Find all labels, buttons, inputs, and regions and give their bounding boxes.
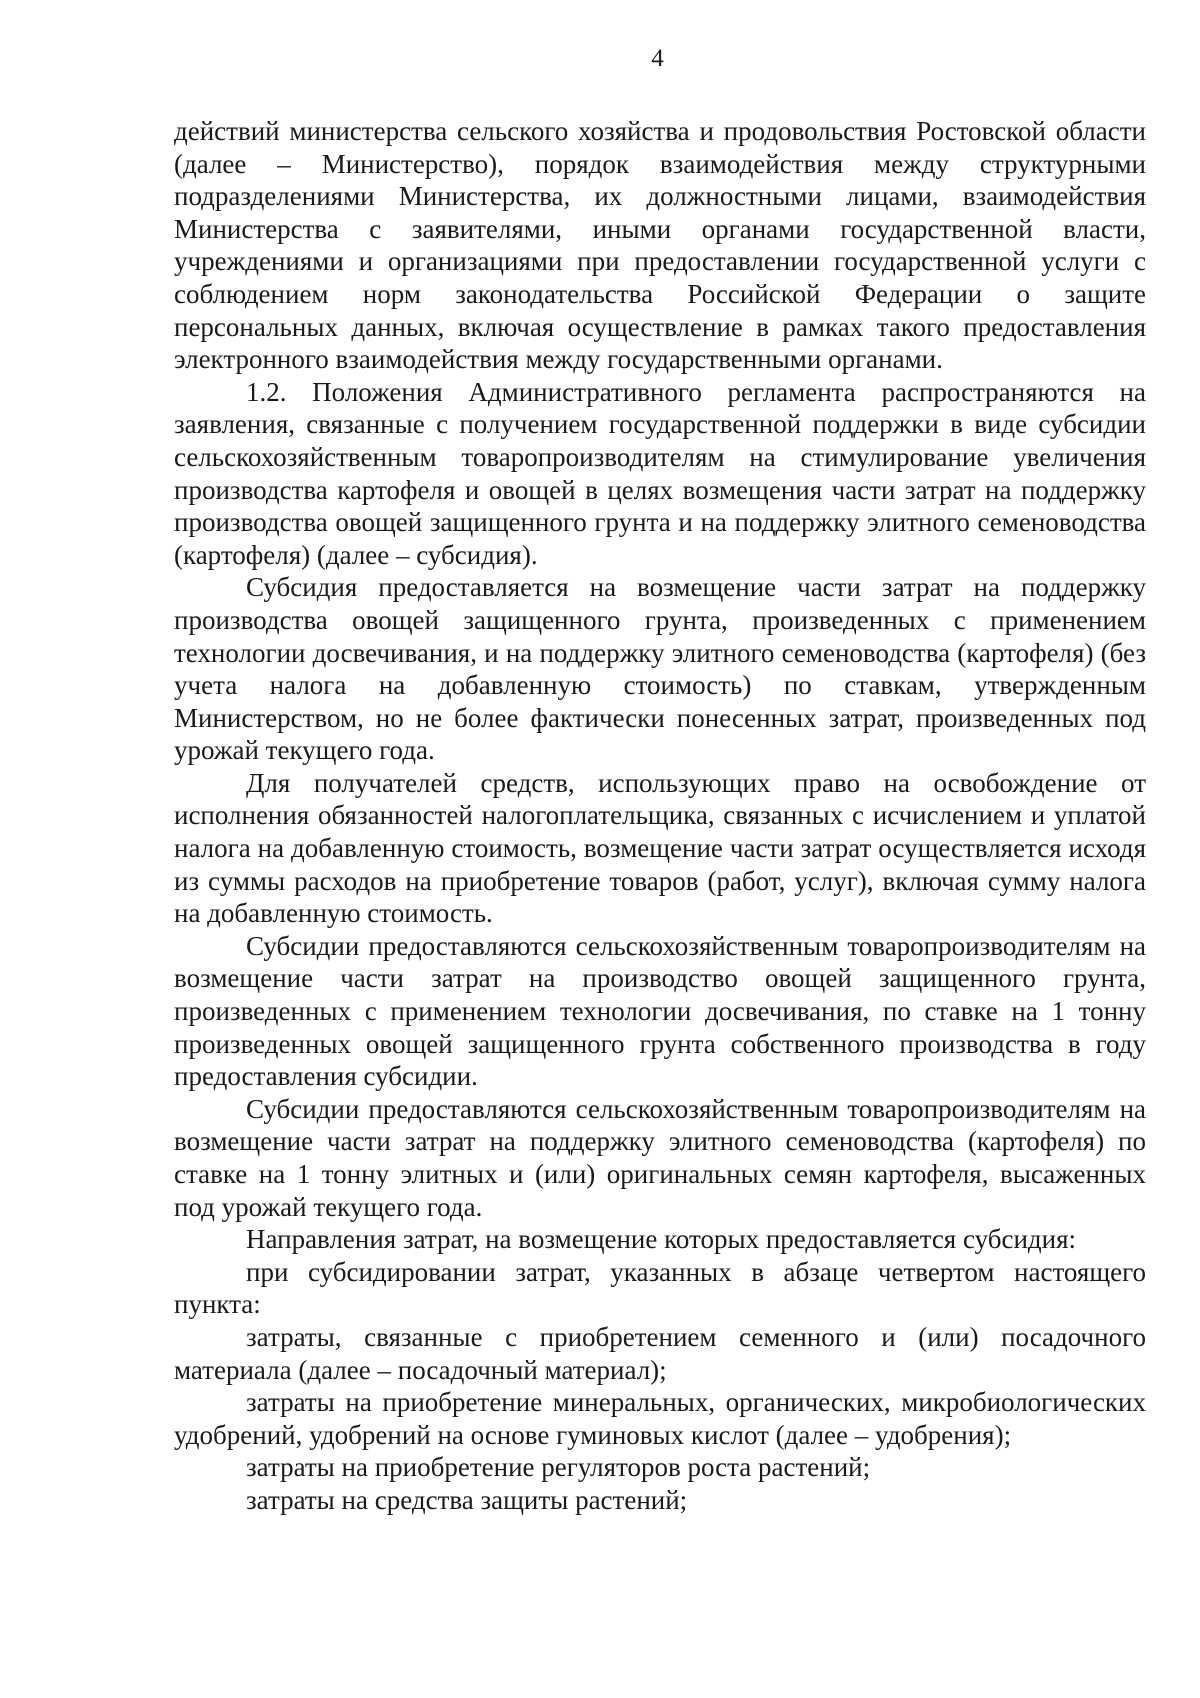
paragraph: затраты, связанные с приобретением семенного и (или) посадочного материала (далее – посадочный материал); bbox=[174, 1321, 1146, 1385]
paragraph: затраты на приобретение минеральных, органических, микробиологических удобрений, удобрений на основе гуминовых кислот (далее – удобрения); bbox=[174, 1387, 1146, 1450]
paragraph: 1.2. Положения Административного регламента распространяются на заявления, связанные с получением государственной поддержки в виде субсидии сельскохозяйственным товаропроизводителям на стимулирование увеличения производства картофеля и овощей в целях возмещения части затрат на поддержку производства овощей защищенного грунта и на поддержку элитного семеноводства (картофеля) (далее – субсидия). bbox=[174, 376, 1146, 570]
paragraph: действий министерства сельского хозяйства и продовольствия Ростовской области (далее – Министерство), порядок взаимодействия между структурными подразделениями Министерства, их должностными лицами, взаимодействия Министерства с заявителями, иными органами государственной власти, учреждениями и организациями при предоставлении государственной услуги с соблюдением норм законодательства Российской Федерации о защите персональных данных, включая осуществление в рамках такого предоставления электронного взаимодействия между государственными органами. bbox=[174, 116, 1146, 375]
document-body bbox=[174, 115, 1146, 1517]
paragraph: Субсидии предоставляются сельскохозяйственным товаропроизводителям на возмещение части затрат на производство овощей защищенного грунта, произведенных с применением технологии досвечивания, по ставке на 1 тонну произведенных овощей защищенного грунта собственного производства в году предоставления субсидии. bbox=[174, 930, 1146, 1092]
paragraph: при субсидировании затрат, указанных в абзаце четвертом настоящего пункта: bbox=[174, 1256, 1146, 1320]
paragraph: Субсидия предоставляется на возмещение части затрат на поддержку производства овощей защищенного грунта, произведенных с применением технологии досвечивания, и на поддержку элитного семеноводства (картофеля) (без учета налога на добавленную стоимость) по ставкам, утвержденным Министерством, но не более фактически понесенных затрат, произведенных под урожай текущего года. bbox=[174, 572, 1146, 766]
paragraph: затраты на средства защиты растений; bbox=[246, 1484, 688, 1515]
paragraph: затраты на приобретение регуляторов роста растений; bbox=[246, 1452, 871, 1483]
paragraph: Субсидии предоставляются сельскохозяйственным товаропроизводителям на возмещение части затрат на поддержку элитного семеноводства (картофеля) по ставке на 1 тонну элитных и (или) оригинальных семян картофеля, высаженных под урожай текущего года. bbox=[174, 1093, 1146, 1222]
page-number: 4 bbox=[651, 45, 664, 72]
paragraph: Для получателей средств, использующих право на освобождение от исполнения обязанностей налогоплательщика, связанных с исчислением и уплатой налога на добавленную стоимость, возмещение части затрат осуществляется исходя из суммы расходов на приобретение товаров (работ, услуг), включая сумму налога на добавленную стоимость. bbox=[174, 767, 1146, 929]
paragraph: Направления затрат, на возмещение которых предоставляется субсидия: bbox=[246, 1224, 1077, 1255]
